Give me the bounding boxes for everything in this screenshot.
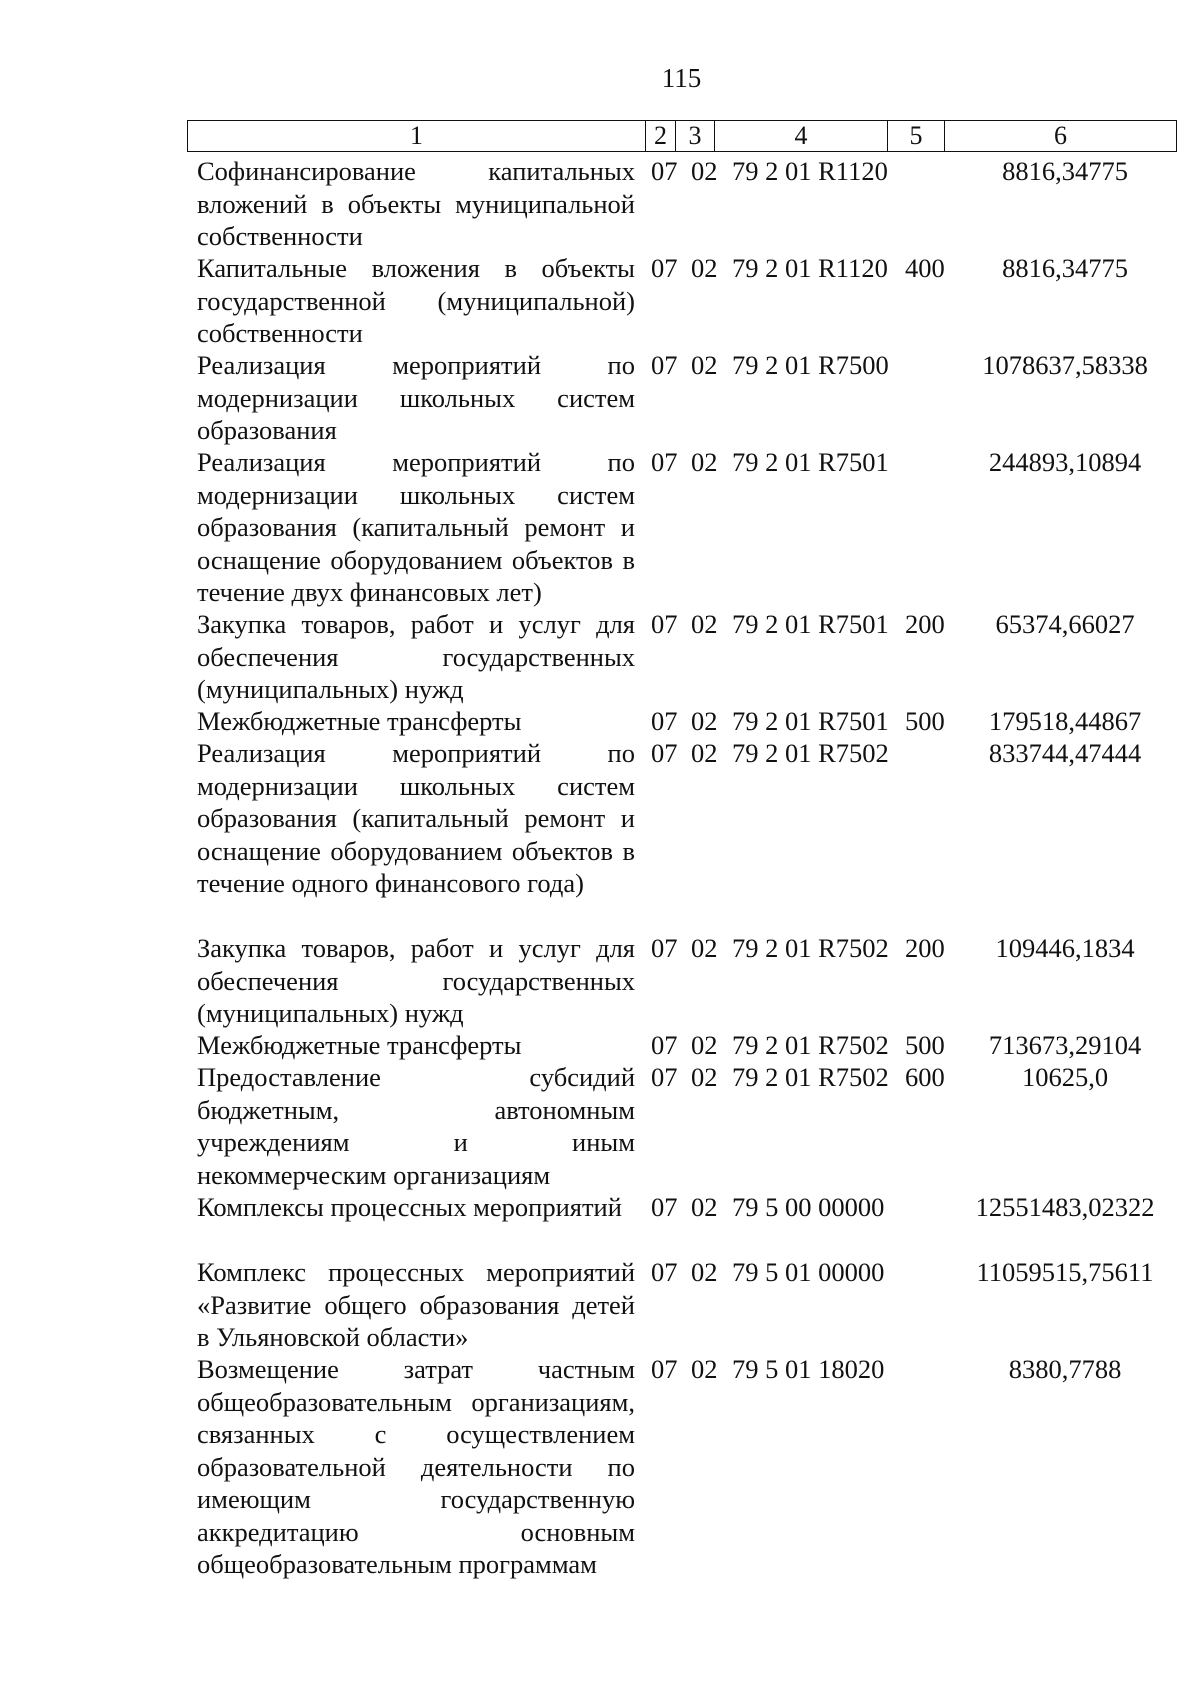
row-expense-type: 500: [905, 706, 945, 736]
row-amount: 833744,47444: [988, 738, 1142, 768]
row-subsection-code: 02: [691, 1354, 718, 1384]
row-expense-type: 200: [905, 933, 945, 963]
row-expense-type: 400: [905, 253, 945, 283]
row-amount: 109446,1834: [995, 933, 1135, 963]
row-description: Софинансирование капитальных вложений в объекты муниципальной собственности: [197, 156, 635, 251]
row-amount: 179518,44867: [988, 706, 1142, 736]
row-description: Капитальные вложения в объекты государственной (муниципальной) собственности: [197, 253, 635, 348]
row-section-code: 07: [651, 1354, 678, 1384]
row-description: Межбюджетные трансферты: [197, 706, 522, 736]
header-col-3: 3: [676, 121, 715, 151]
row-expense-type: 600: [905, 1062, 945, 1092]
row-amount: 11059515,75611: [976, 1257, 1154, 1287]
row-amount: 8816,34775: [1002, 253, 1128, 283]
row-target-article: 79 5 01 18020: [732, 1354, 885, 1384]
row-subsection-code: 02: [691, 1257, 718, 1287]
row-description: Возмещение затрат частным общеобразовательным организациям, связанных с осуществлением образовательной деятельности по имеющим государственную аккредитацию основным общеобразовательным программам: [197, 1354, 635, 1579]
row-description: Реализация мероприятий по модернизации школьных систем образования: [197, 350, 635, 445]
row-subsection-code: 02: [691, 1192, 718, 1222]
row-target-article: 79 2 01 R7502: [732, 738, 889, 768]
row-amount: 65374,66027: [995, 609, 1135, 639]
row-target-article: 79 5 01 00000: [732, 1257, 885, 1287]
row-subsection-code: 02: [691, 933, 718, 963]
row-subsection-code: 02: [691, 609, 718, 639]
row-target-article: 79 2 01 R7502: [732, 933, 889, 963]
row-description: Комплекс процессных мероприятий «Развитие общего образования детей в Ульяновской области»: [197, 1257, 635, 1352]
row-target-article: 79 2 01 R7501: [732, 706, 889, 736]
row-expense-type: 500: [905, 1030, 945, 1060]
row-expense-type: 200: [905, 609, 945, 639]
row-subsection-code: 02: [691, 156, 718, 186]
row-target-article: 79 2 01 R7501: [732, 609, 889, 639]
row-section-code: 07: [651, 738, 678, 768]
row-subsection-code: 02: [691, 738, 718, 768]
row-section-code: 07: [651, 350, 678, 380]
row-subsection-code: 02: [691, 1030, 718, 1060]
row-section-code: 07: [651, 253, 678, 283]
row-target-article: 79 2 01 R7502: [732, 1062, 889, 1092]
page-number: 115: [661, 63, 702, 93]
row-description: Закупка товаров, работ и услуг для обеспечения государственных (муниципальных) нужд: [197, 609, 635, 704]
row-description: Межбюджетные трансферты: [197, 1030, 522, 1060]
row-section-code: 07: [651, 706, 678, 736]
row-section-code: 07: [651, 156, 678, 186]
row-section-code: 07: [651, 609, 678, 639]
row-description: Закупка товаров, работ и услуг для обеспечения государственных (муниципальных) нужд: [197, 933, 635, 1028]
row-description: Реализация мероприятий по модернизации школьных систем образования (капитальный ремонт и оснащение оборудованием объектов в течение двух финансовых лет): [197, 447, 635, 607]
row-amount: 12551483,02322: [975, 1192, 1155, 1222]
row-amount: 713673,29104: [988, 1030, 1142, 1060]
header-col-4: 4: [715, 121, 888, 151]
row-amount: 8816,34775: [1002, 156, 1128, 186]
row-section-code: 07: [651, 1030, 678, 1060]
row-target-article: 79 2 01 R7500: [732, 350, 889, 380]
row-target-article: 79 5 00 00000: [732, 1192, 885, 1222]
row-amount: 244893,10894: [988, 447, 1142, 477]
row-subsection-code: 02: [691, 706, 718, 736]
row-target-article: 79 2 01 R7501: [732, 447, 889, 477]
row-amount: 1078637,58338: [982, 350, 1148, 380]
row-section-code: 07: [651, 933, 678, 963]
row-section-code: 07: [651, 1062, 678, 1092]
row-target-article: 79 2 01 R7502: [732, 1030, 889, 1060]
header-col-2: 2: [646, 121, 676, 151]
row-target-article: 79 2 01 R1120: [732, 156, 888, 186]
row-section-code: 07: [651, 1257, 678, 1287]
row-subsection-code: 02: [691, 447, 718, 477]
row-subsection-code: 02: [691, 1062, 718, 1092]
row-subsection-code: 02: [691, 350, 718, 380]
header-col-5: 5: [888, 121, 945, 151]
row-section-code: 07: [651, 1192, 678, 1222]
row-description: Комплексы процессных мероприятий: [197, 1192, 622, 1222]
header-col-6: 6: [1054, 121, 1067, 150]
header-col-1: 1: [188, 121, 646, 151]
row-amount: 10625,0: [1021, 1062, 1109, 1092]
row-section-code: 07: [651, 447, 678, 477]
row-description: Предоставление субсидий бюджетным, автономным учреждениям и иным некоммерческим организациям: [197, 1062, 635, 1190]
row-target-article: 79 2 01 R1120: [732, 253, 888, 283]
row-subsection-code: 02: [691, 253, 718, 283]
row-amount: 8380,7788: [1008, 1354, 1122, 1384]
row-description: Реализация мероприятий по модернизации школьных систем образования (капитальный ремонт и оснащение оборудованием объектов в течение одного финансового года): [197, 738, 635, 898]
